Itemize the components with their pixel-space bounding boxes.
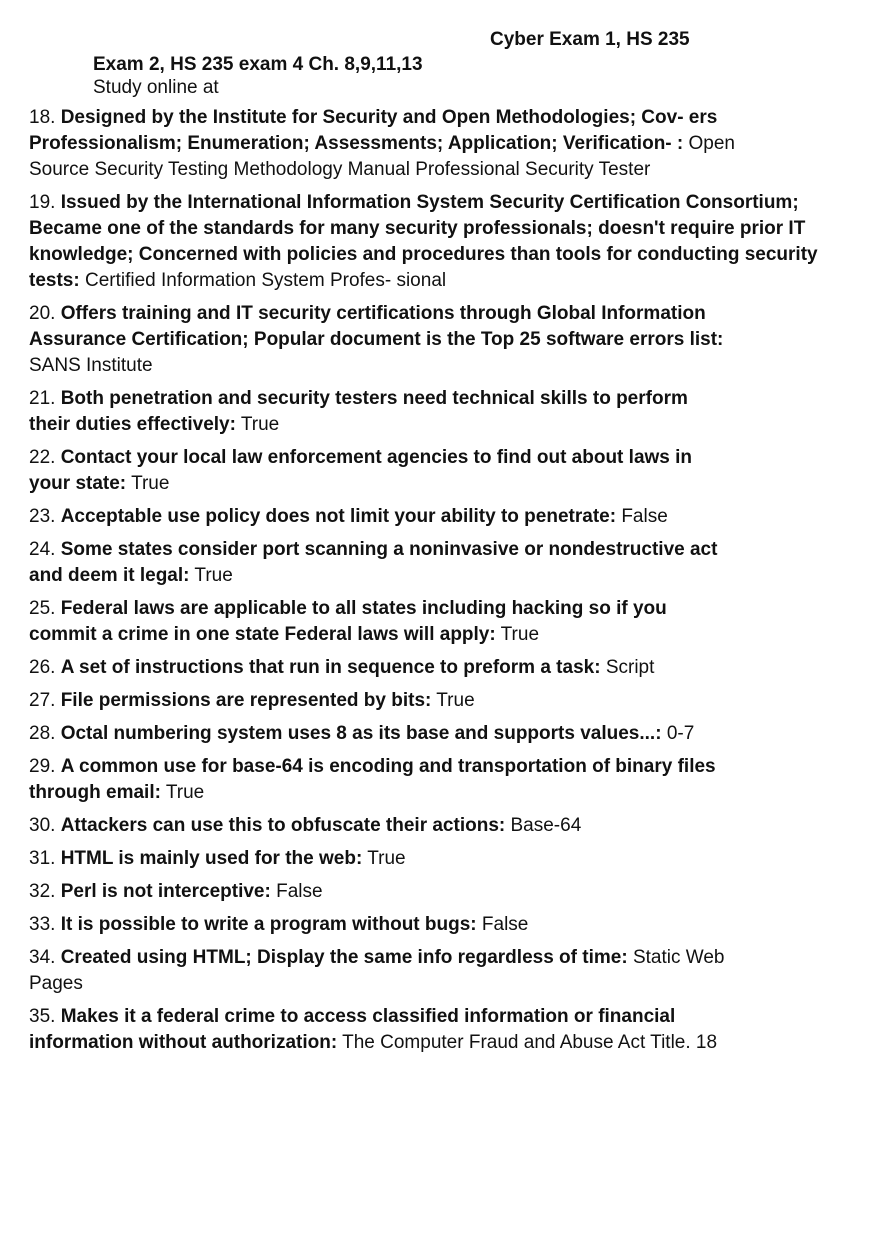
study-online-text: Study online at	[93, 77, 219, 98]
item-answer: Open Source Security Testing Methodology Manual Professional Security Tester	[29, 133, 735, 180]
item-question: Offers training and IT security certifications through Global Information Assurance Certification; Popular document is the Top 25 software errors list:	[29, 303, 724, 350]
item-question: Some states consider port scanning a noninvasive or nondestructive act and deem it legal:	[29, 539, 718, 586]
item-number: 23.	[29, 506, 56, 527]
item-question: Perl is not interceptive:	[60, 881, 271, 902]
qa-item-29	[29, 754, 741, 806]
qa-item-31	[29, 846, 819, 872]
qa-item-32	[29, 879, 819, 905]
item-question: Designed by the Institute for Security and Open Methodologies; Cov- ers Professionalism; Enumeration; Assessments; Application; Verification- :	[29, 107, 718, 154]
item-question: Octal numbering system uses 8 as its base and supports values...:	[60, 723, 662, 744]
item-answer: True	[165, 782, 205, 803]
qa-item-24	[29, 537, 741, 589]
item-answer: Static Web Pages	[29, 947, 725, 994]
item-number: 29.	[29, 756, 56, 777]
item-number: 28.	[29, 723, 56, 744]
item-number: 30.	[29, 815, 56, 836]
document-title: Cyber Exam 1, HS 235	[490, 29, 690, 50]
item-number: 22.	[29, 447, 56, 468]
item-number: 25.	[29, 598, 56, 619]
item-question: Attackers can use this to obfuscate their actions:	[60, 815, 506, 836]
qa-item-19	[29, 190, 819, 294]
item-answer: True	[240, 414, 280, 435]
item-answer: True	[131, 473, 170, 494]
qa-item-27	[29, 688, 819, 714]
item-answer: Script	[605, 657, 655, 678]
qa-item-22	[29, 445, 719, 497]
item-question: HTML is mainly used for the web:	[60, 848, 363, 869]
item-question: Acceptable use policy does not limit your ability to penetrate:	[60, 506, 617, 527]
item-question: A set of instructions that run in sequence to preform a task:	[60, 657, 601, 678]
qa-item-18	[29, 105, 799, 183]
item-answer: SANS Institute	[29, 355, 153, 376]
item-question: Created using HTML; Display the same info regardless of time:	[60, 947, 628, 968]
item-question: It is possible to write a program without bugs:	[60, 914, 477, 935]
item-question: Both penetration and security testers need technical skills to perform their duties effectively:	[29, 388, 688, 435]
item-answer: 0-7	[666, 723, 695, 744]
item-answer: False	[621, 506, 668, 527]
item-number: 31.	[29, 848, 56, 869]
item-answer: True	[436, 690, 475, 711]
qa-item-33	[29, 912, 819, 938]
item-number: 32.	[29, 881, 56, 902]
item-answer: True	[367, 848, 406, 869]
item-number: 26.	[29, 657, 56, 678]
item-answer: True	[500, 624, 540, 645]
qa-item-34	[29, 945, 741, 997]
document-subtitle: Exam 2, HS 235 exam 4 Ch. 8,9,11,13	[93, 54, 423, 75]
item-number: 24.	[29, 539, 56, 560]
item-answer: The Computer Fraud and Abuse Act Title. 18	[342, 1032, 718, 1053]
qa-item-20	[29, 301, 729, 379]
item-question: File permissions are represented by bits:	[60, 690, 432, 711]
item-answer: True	[194, 565, 233, 586]
item-number: 21.	[29, 388, 56, 409]
item-answer: False	[481, 914, 529, 935]
document-header	[93, 53, 423, 99]
item-question: A common use for base-64 is encoding and transportation of binary files through email:	[29, 756, 716, 803]
item-number: 18.	[29, 107, 56, 128]
qa-item-28	[29, 721, 819, 747]
item-number: 35.	[29, 1006, 56, 1027]
item-answer: Base-64	[510, 815, 582, 836]
item-answer: Certified Information System Profes- sional	[84, 270, 447, 291]
qa-item-23	[29, 504, 819, 530]
item-answer: False	[276, 881, 323, 902]
item-number: 27.	[29, 690, 56, 711]
qa-item-30	[29, 813, 819, 839]
item-number: 33.	[29, 914, 56, 935]
qa-item-26	[29, 655, 819, 681]
item-question: Contact your local law enforcement agencies to find out about laws in your state:	[29, 447, 693, 494]
item-number: 19.	[29, 192, 56, 213]
item-question: Issued by the International Information System Security Certification Consortium; Became one of the standards for many security professionals; doesn't require prior IT knowledge; Concerned with policies and procedures than tools for conducting security tests:	[29, 192, 818, 291]
qa-item-35	[29, 1004, 741, 1056]
qa-item-25	[29, 596, 699, 648]
question-list	[29, 105, 829, 1063]
qa-item-21	[29, 386, 719, 438]
item-number: 34.	[29, 947, 56, 968]
item-question: Federal laws are applicable to all states including hacking so if you commit a crime in one state Federal laws will apply:	[29, 598, 667, 645]
item-number: 20.	[29, 303, 56, 324]
item-question: Makes it a federal crime to access classified information or financial information without authorization:	[29, 1006, 676, 1053]
